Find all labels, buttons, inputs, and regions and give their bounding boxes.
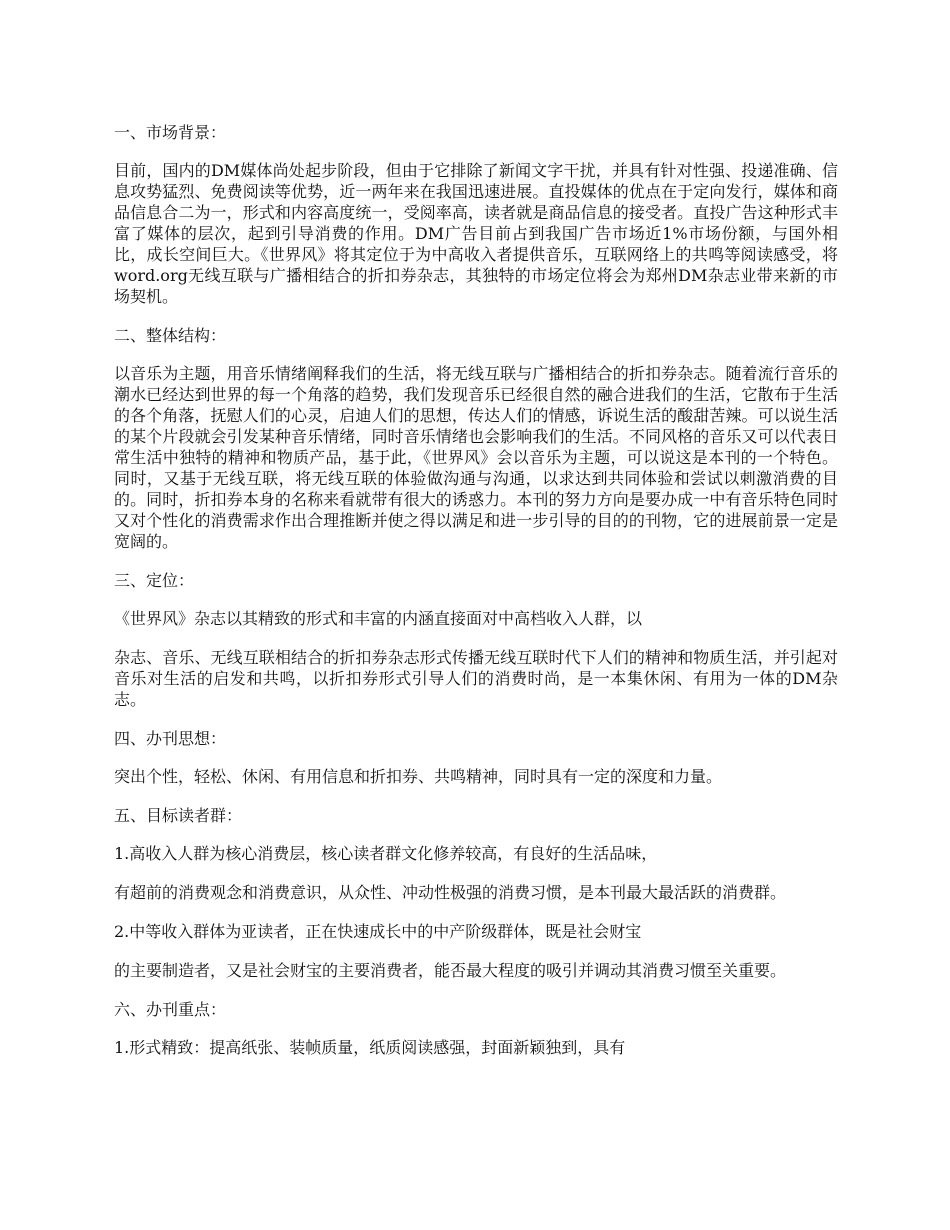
paragraph-overall-structure: 以音乐为主题，用音乐情绪阐释我们的生活，将无线互联与广播相结合的折扣券杂志。随着流行音乐的潮水已经达到世界的每一个角落的趋势，我们发现音乐已经很自然的融合进我们的生活，它散布于生活的各个角落，抚慰人们的心灵，启迪人们的思想，传达人们的情感，诉说生活的酸甜苦辣。可以说生活的某个片段就会引发某种音乐情绪，同时音乐情绪也会影响我们的生活。不同风格的音乐又可以代表日常生活中独特的精神和物质产品，基于此，《世界风》会以音乐为主题，可以说这是本刊的一个特色。同时，又基于无线互联，将无线互联的体验做沟通与沟通，以求达到共同体验和尝试以刺激消费的目的。同时，折扣券本身的名称来看就带有很大的诱惑力。本刊的努力方向是要办成一中有音乐特色同时又对个性化的消费需求作出合理推断并使之得以满足和进一步引导的目的的刊物，它的进展前景一定是宽阔的。 <box>114 364 838 551</box>
paragraph-editorial-focus-1: 1.形式精致：提高纸张、装帧质量，纸质阅读感强，封面新颖独到，具有 <box>114 1038 626 1057</box>
section-heading-editorial-focus: 六、办刊重点： <box>114 1000 227 1019</box>
document-body <box>114 122 838 1076</box>
paragraph-positioning-2: 杂志、音乐、无线互联相结合的折扣券杂志形式传播无线互联时代下人们的精神和物质生活，并引起对音乐对生活的启发和共鸣，以折扣券形式引导人们的消费时尚，是一本集休闲、有用为一体的DM杂志。 <box>114 648 838 709</box>
paragraph-editorial-idea: 突出个性，轻松、休闲、有用信息和折扣券、共鸣精神，同时具有一定的深度和力量。 <box>114 767 723 786</box>
paragraph-target-readers-1: 1.高收入人群为核心消费层，核心读者群文化修养较高，有良好的生活品味， <box>114 844 658 863</box>
paragraph-target-readers-3: 2.中等收入群体为亚读者，正在快速成长中的中产阶级群体，既是社会财宝 <box>114 922 642 941</box>
section-heading-editorial-idea: 四、办刊思想： <box>114 729 227 748</box>
section-heading-overall-structure: 二、整体结构： <box>114 326 227 345</box>
section-heading-target-readers: 五、目标读者群： <box>114 806 243 825</box>
section-heading-positioning: 三、定位： <box>114 571 195 590</box>
paragraph-target-readers-4: 的主要制造者，又是社会财宝的主要消费者，能否最大程度的吸引并调动其消费习惯至关重要。 <box>114 961 787 980</box>
paragraph-market-background: 目前，国内的DM媒体尚处起步阶段，但由于它排除了新闻文字干扰，并具有针对性强、投递准确、信息攻势猛烈、免费阅读等优势，近一两年来在我国迅速进展。直投媒体的优点在于定向发行，媒体和商品信息合二为一，形式和内容高度统一，受阅率高，读者就是商品信息的接受者。直投广告这种形式丰富了媒体的层次，起到引导消费的作用。DM广告目前占到我国广告市场近1%市场份额，与国外相比，成长空间巨大。《世界风》将其定位于为中高收入者提供音乐，互联网络上的共鸣等阅读感受，将word.org无线互联与广播相结合的折扣券杂志，其独特的市场定位将会为郑州DM杂志业带来新的市场契机。 <box>114 161 838 306</box>
paragraph-positioning-1: 《世界风》杂志以其精致的形式和丰富的内涵直接面对中高档收入人群，以 <box>114 609 643 628</box>
paragraph-target-readers-2: 有超前的消费观念和消费意识，从众性、冲动性极强的消费习惯，是本刊最大最活跃的消费群。 <box>114 883 787 902</box>
section-heading-market-background: 一、市场背景： <box>114 123 227 142</box>
